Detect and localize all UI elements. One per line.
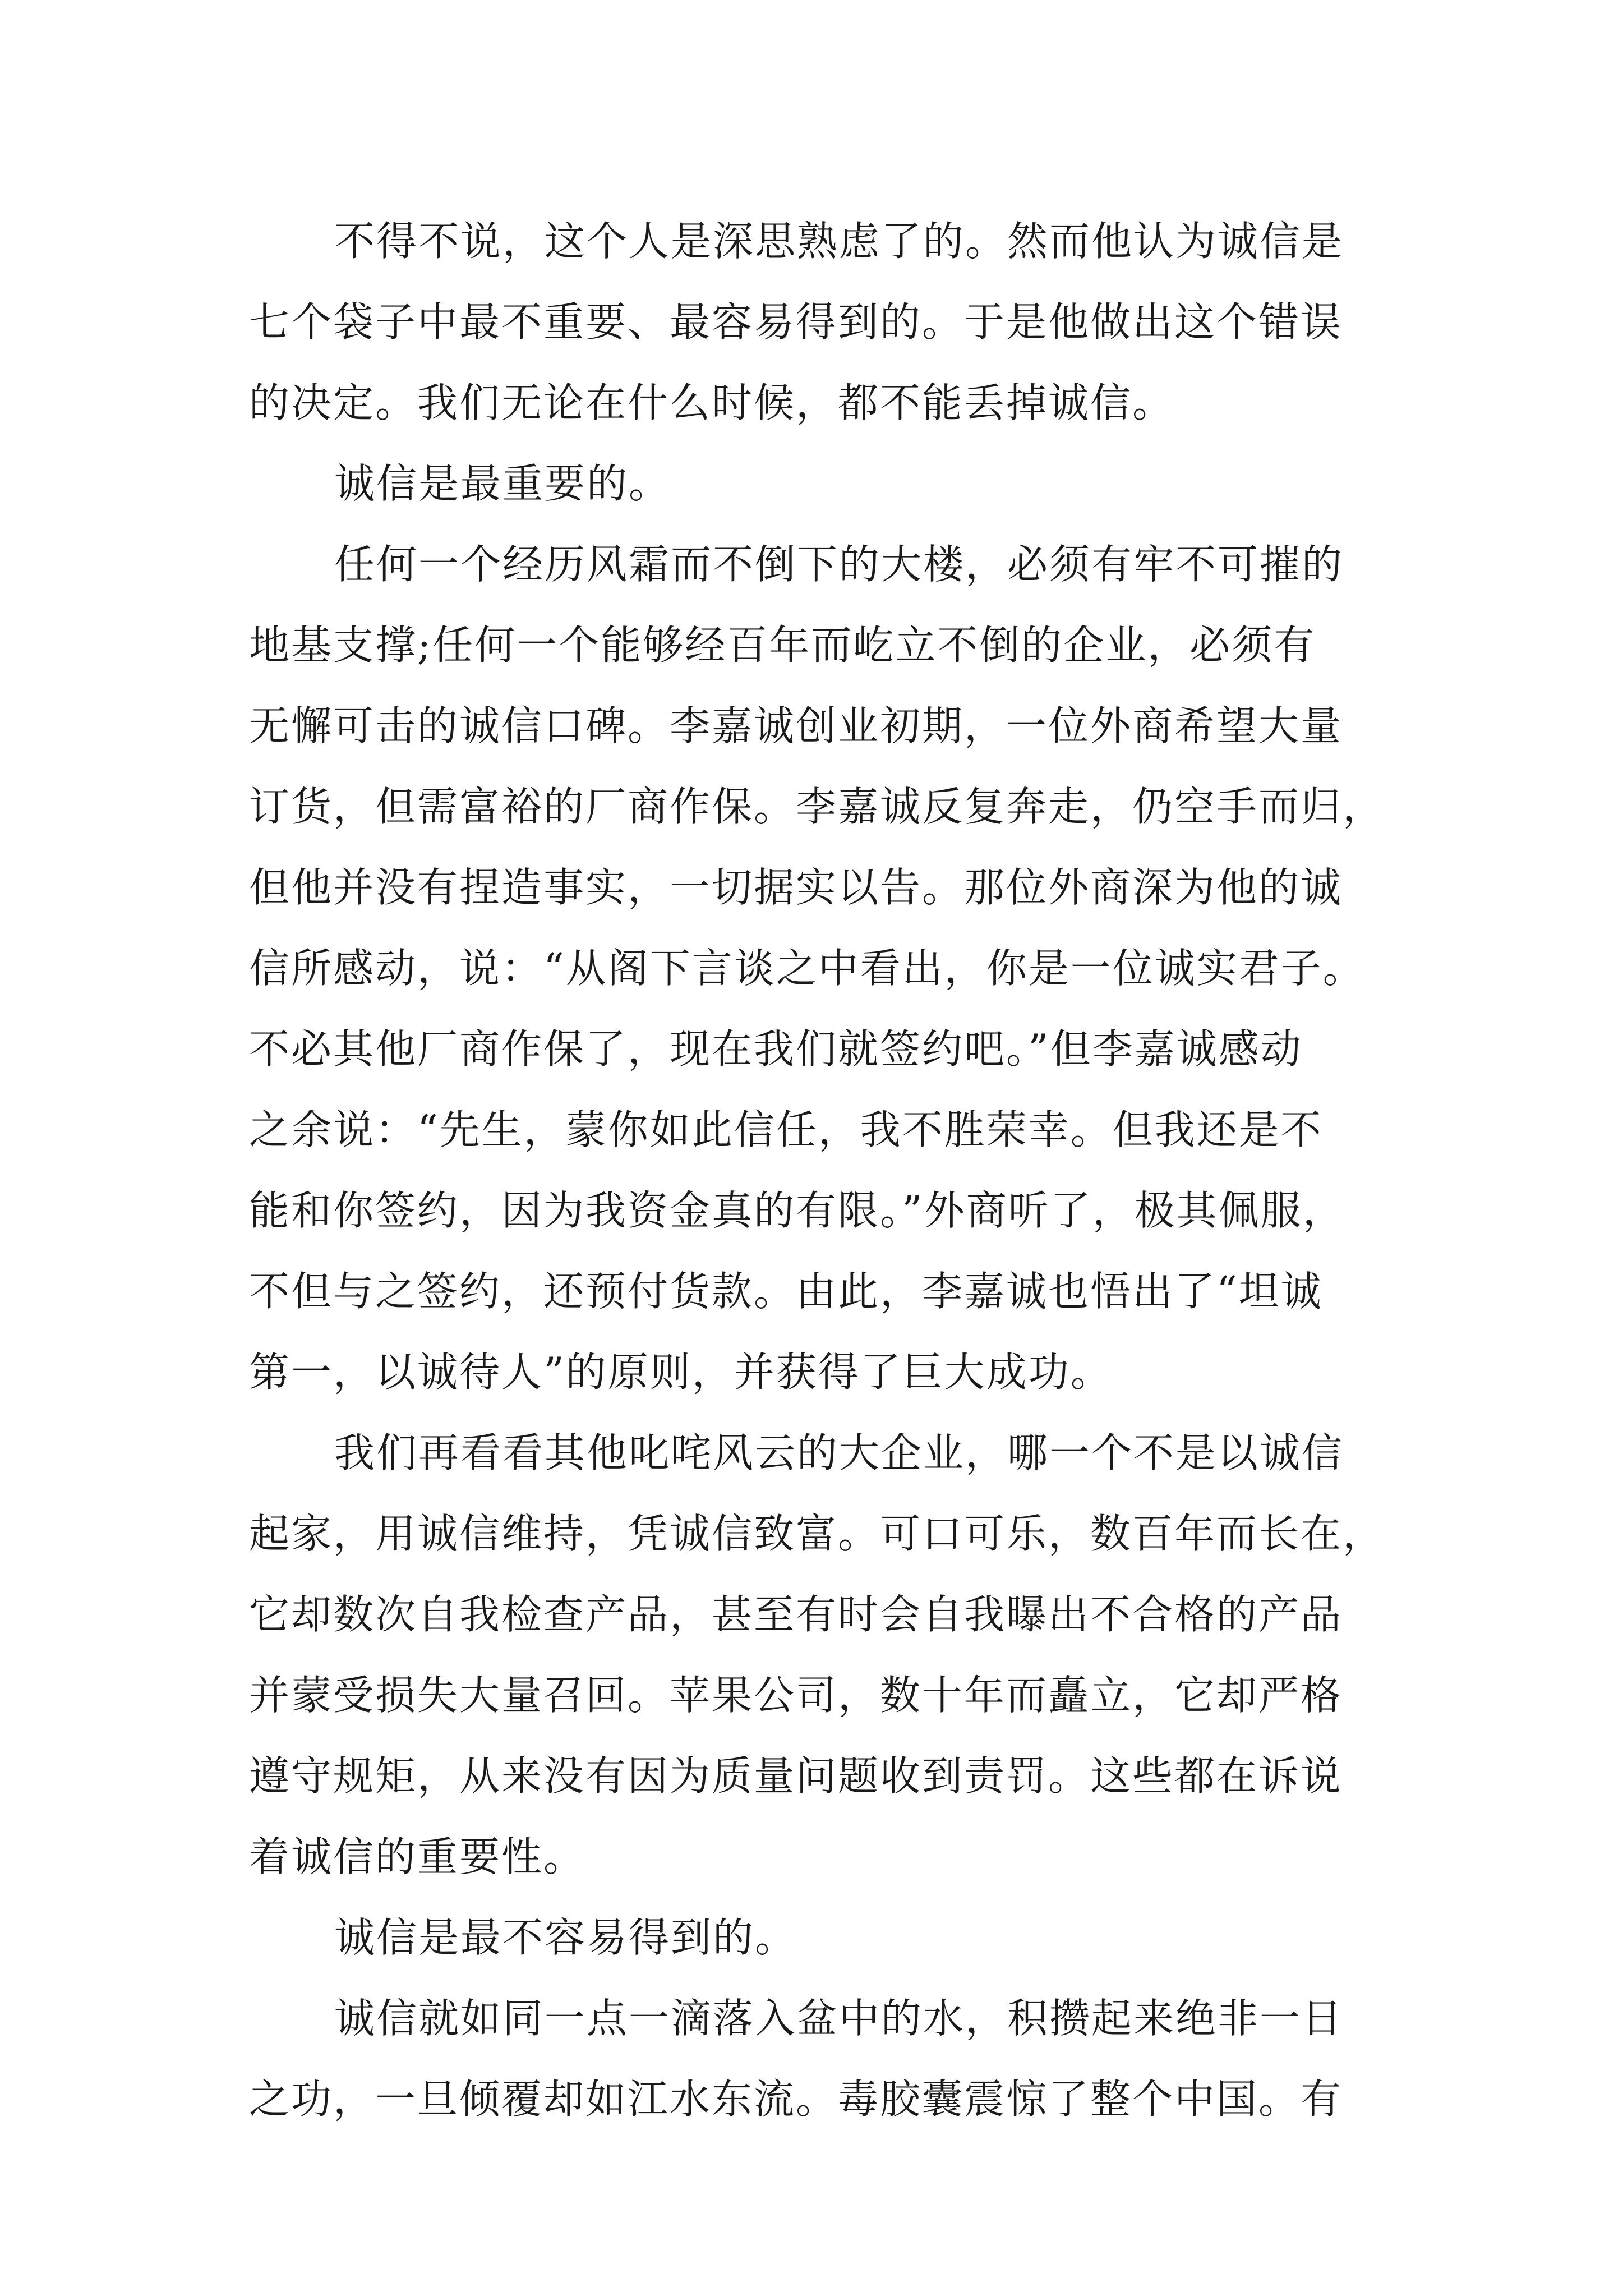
- text-line: 不但与之签约，还预付货款。由此，李嘉诚也悟出了“坦诚: [249, 1268, 1323, 1315]
- text-line: 能和你签约，因为我资金真的有限。”外商听了，极其佩服，: [249, 1187, 1345, 1234]
- text-line: 之功，一旦倾覆却如江水东流。毒胶囊震惊了整个中国。有: [249, 2076, 1343, 2123]
- text-line: 起家，用诚信维持，凭诚信致富。可口可乐，数百年而长在，: [249, 1510, 1385, 1557]
- text-line: 遵守规矩，从来没有因为质量问题收到责罚。这些都在诉说: [249, 1752, 1343, 1800]
- body-text: [249, 201, 1385, 2139]
- text-line: 第一，以诚待人”的原则，并获得了巨大成功。: [249, 1349, 1113, 1396]
- text-line: 不必其他厂商作保了，现在我们就签约吧。”但李嘉诚感动: [249, 1025, 1303, 1073]
- section-heading: 诚信是最重要的。: [334, 460, 671, 507]
- text-line: 但他并没有捏造事实，一切据实以告。那位外商深为他的诚: [249, 864, 1343, 911]
- text-line: 诚信就如同一点一滴落入盆中的水，积攒起来绝非一日: [334, 1995, 1344, 2042]
- text-line: 不得不说，这个人是深思熟虑了的。然而他认为诚信是: [334, 218, 1344, 265]
- text-line: 七个袋子中最不重要、最容易得到的。于是他做出这个错误: [249, 298, 1343, 346]
- section-heading: 诚信是最不容易得到的。: [334, 1914, 797, 1961]
- text-line: 无懈可击的诚信口碑。李嘉诚创业初期，一位外商希望大量: [249, 702, 1343, 749]
- text-line: 信所感动，说：“从阁下言谈之中看出，你是一位诚实君子。: [249, 945, 1365, 992]
- text-line: 着诚信的重要性。: [249, 1833, 586, 1880]
- text-line: 它却数次自我检查产品，甚至有时会自我曝出不合格的产品: [249, 1591, 1343, 1638]
- text-line: 并蒙受损失大量召回。苹果公司，数十年而矗立，它却严格: [249, 1672, 1343, 1719]
- text-line: 订货，但需富裕的厂商作保。李嘉诚反复奔走，仍空手而归，: [249, 783, 1385, 830]
- text-line: 地基支撑;任何一个能够经百年而屹立不倒的企业，必须有: [249, 622, 1316, 669]
- text-line: 的决定。我们无论在什么时候，都不能丢掉诚信。: [249, 379, 1175, 426]
- text-line: 之余说：“先生，蒙你如此信任，我不胜荣幸。但我还是不: [249, 1106, 1323, 1153]
- text-line: 任何一个经历风霜而不倒下的大楼，必须有牢不可摧的: [334, 541, 1344, 588]
- text-line: 我们再看看其他叱咤风云的大企业，哪一个不是以诚信: [334, 1429, 1344, 1476]
